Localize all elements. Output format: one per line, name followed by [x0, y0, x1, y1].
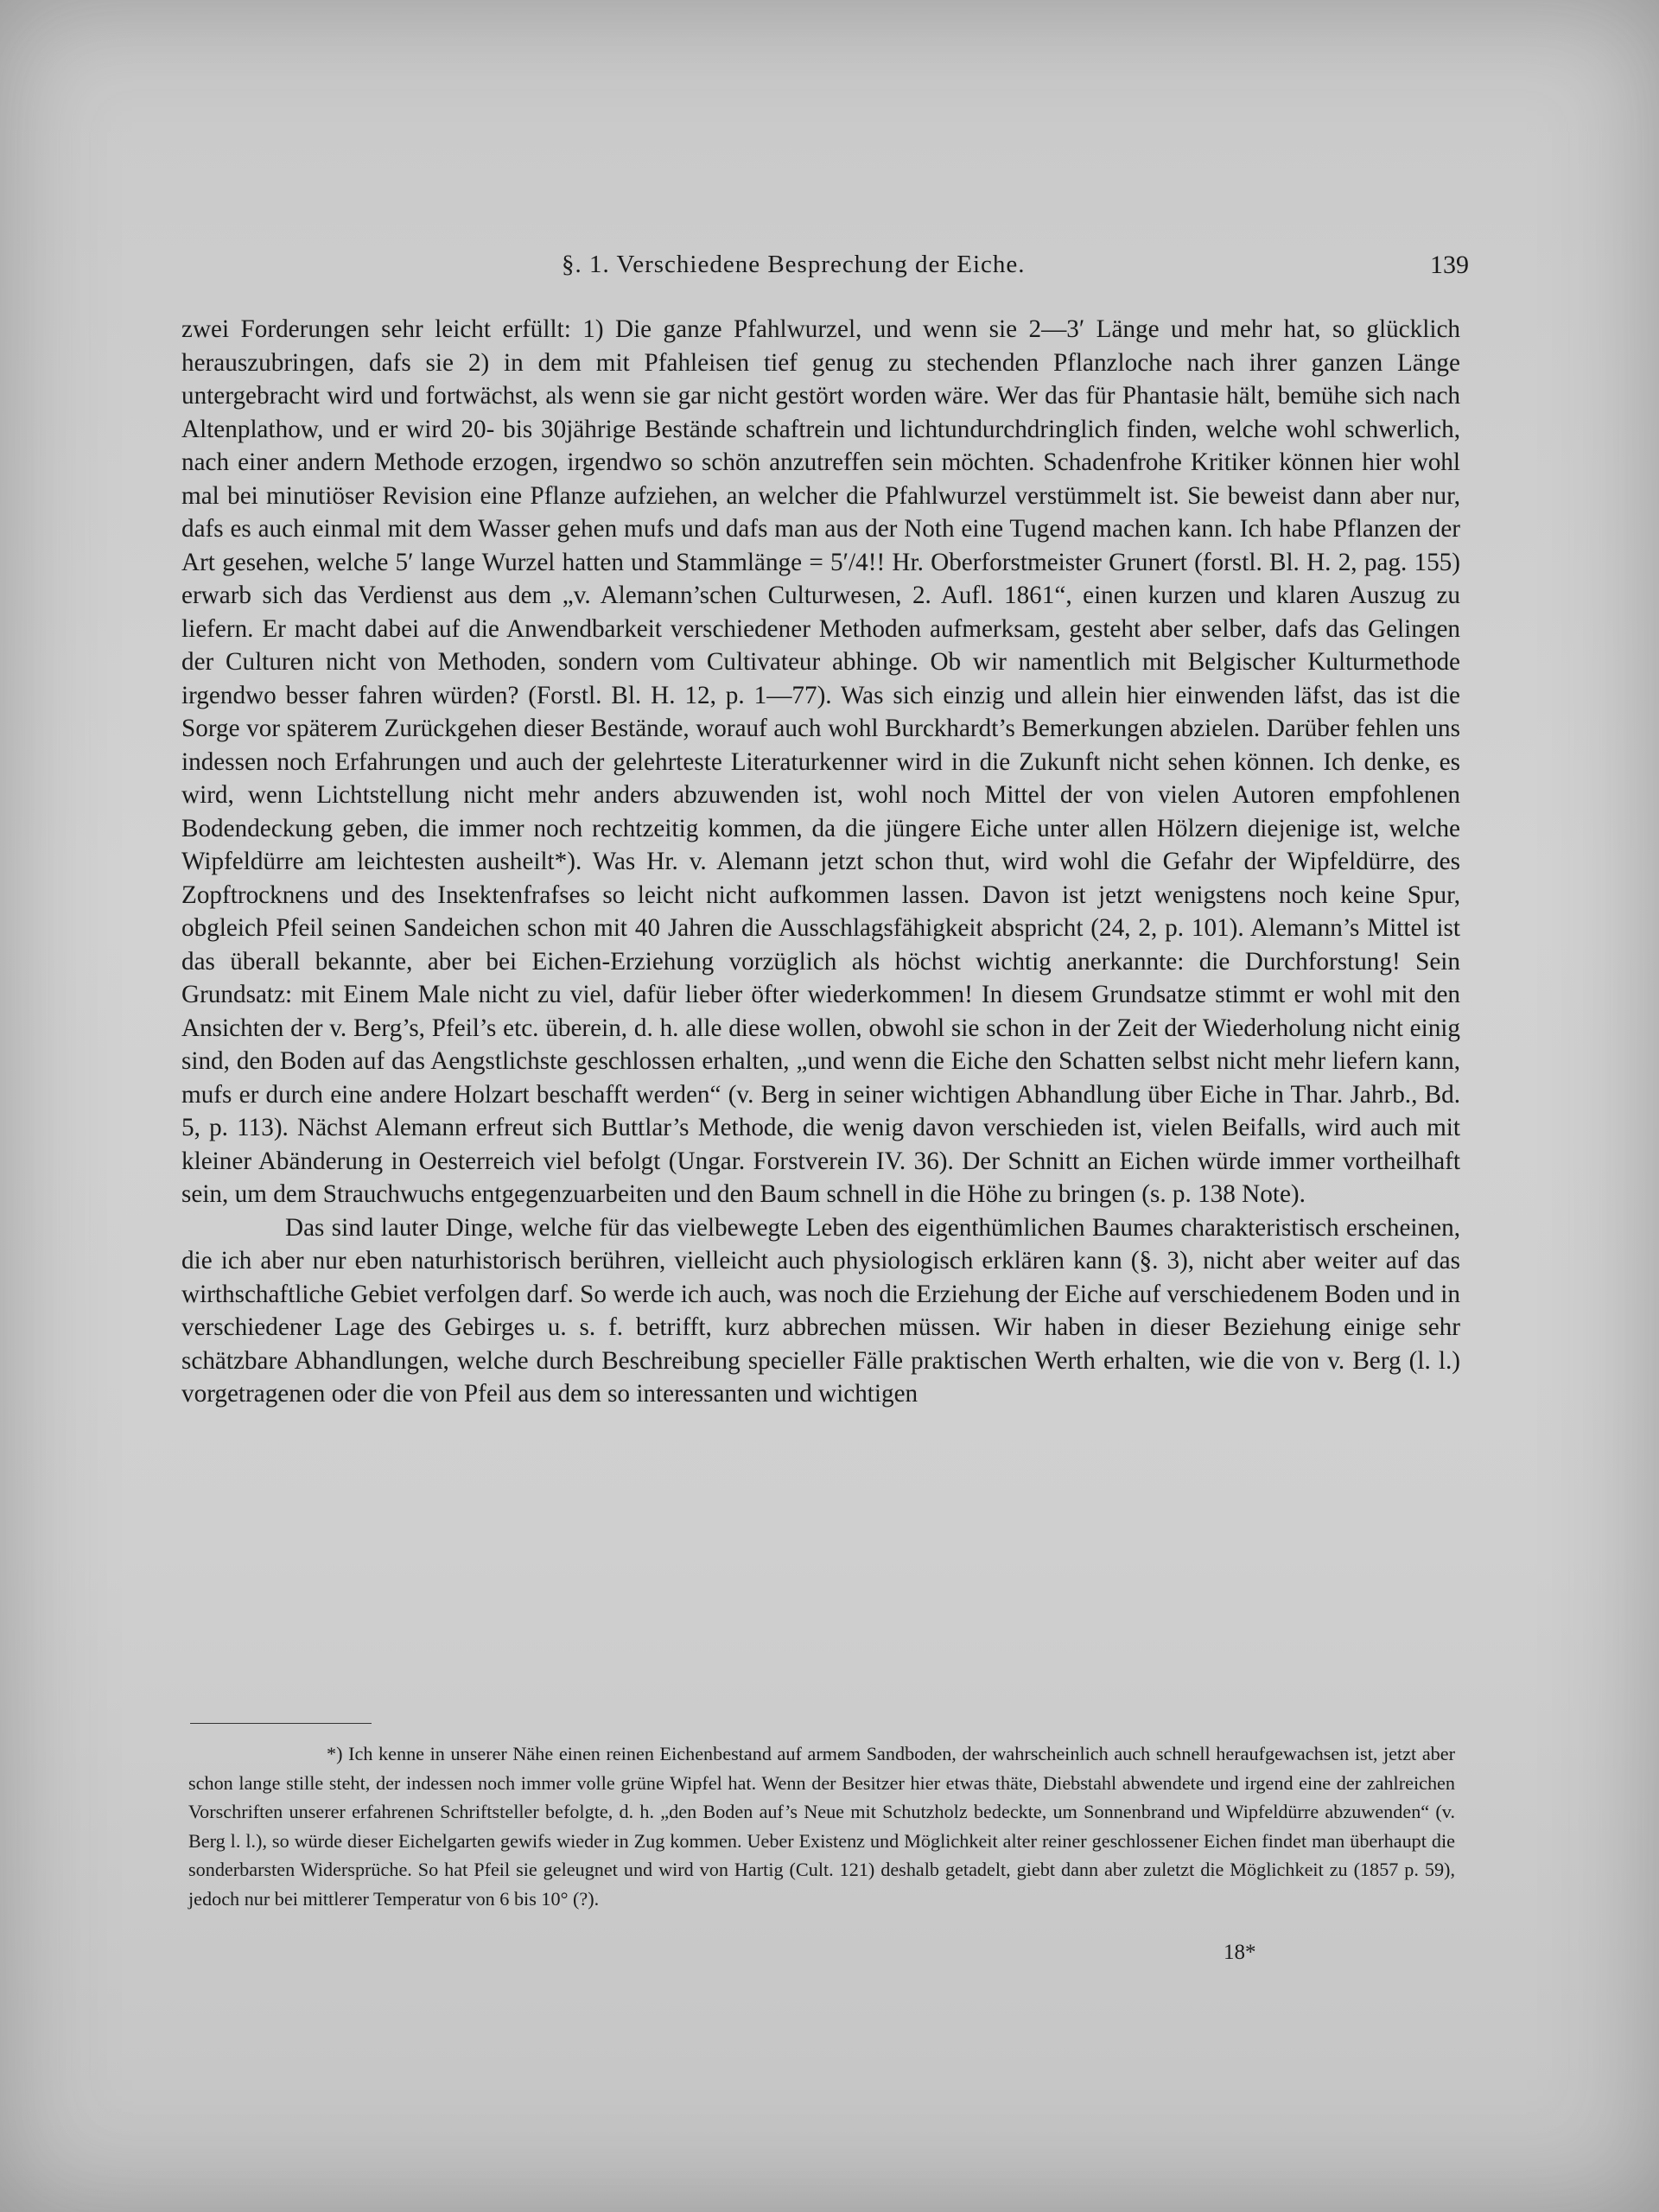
- page-number: 139: [1430, 251, 1469, 279]
- paragraph: zwei Forderungen sehr leicht erfüllt: 1) Die ganze Pfahlwurzel, und wenn sie 2—3′ Länge und mehr hat, so glücklich herauszubringen, dafs sie 2) in dem mit Pfahleisen tief genug zu stechenden Pflanzloche nach ihrer ganzen Länge untergebracht wird und fortwächst, als wenn sie gar nicht gestört worden wäre. Wer das für Phantasie hält, bemühe sich nach Altenplathow, und er wird 20- bis 30jährige Bestände schaftrein und lichtundurchdringlich finden, welche wohl schwerlich, nach einer andern Methode erzogen, irgendwo so schön anzutreffen sein möchten. Schadenfrohe Kritiker können hier wohl mal bei minutiöser Revision eine Pflanze aufziehen, an welcher die Pfahlwurzel verstümmelt ist. Sie beweist dann aber nur, dafs es auch einmal mit dem Wasser gehen mufs und dafs man aus der Noth eine Tugend machen kann. Ich habe Pflanzen der Art gesehen, welche 5′ lange Wurzel hatten und Stammlänge = 5′/4!! Hr. Oberforstmeister Grunert (forstl. Bl. H. 2, pag. 155) erwarb sich das Verdienst aus dem „v. Alemann’schen Culturwesen, 2. Aufl. 1861“, einen kurzen und klaren Auszug zu liefern. Er macht dabei auf die Anwendbarkeit verschiedener Methoden aufmerksam, gesteht aber selber, dafs das Gelingen der Culturen nicht von Methoden, sondern vom Cultivateur abhinge. Ob wir namentlich mit Belgischer Kulturmethode irgendwo besser fahren würden? (Forstl. Bl. H. 12, p. 1—77). Was sich einzig und allein hier einwenden läfst, das ist die Sorge vor späterem Zurückgehen dieser Bestände, worauf auch wohl Burckhardt’s Bemerkungen abzielen. Darüber fehlen uns indessen noch Erfahrungen und auch der gelehrteste Literaturkenner wird in die Zukunft nicht sehen können. Ich denke, es wird, wenn Lichtstellung nicht mehr anders abzuwenden ist, wohl noch Mittel der von vielen Autoren empfohlenen Bodendeckung geben, die immer noch rechtzeitig kommen, da die jüngere Eiche unter allen Hölzern diejenige ist, welche Wipfeldürre am leichtesten ausheilt*). Was Hr. v. Alemann jetzt schon thut, wird wohl die Gefahr der Wipfeldürre, des Zopftrocknens und des Insektenfrafses so leicht nicht aufkommen lassen. Davon ist jetzt wenigstens noch keine Spur, obgleich Pfeil seinen Sandeichen schon mit 40 Jahren die Ausschlagsfähigkeit abspricht (24, 2, p. 101). Alemann’s Mittel ist das überall bekannte, aber bei Eichen-Erziehung vorzüglich als höchst wichtig anerkannte: die Durchforstung! Sein Grundsatz: mit Einem Male nicht zu viel, dafür lieber öfter wiederkommen! In diesem Grundsatze stimmt er wohl mit den Ansichten der v. Berg’s, Pfeil’s etc. überein, d. h. alle diese wollen, obwohl sie schon in der Zeit der Wiederholung nicht einig sind, den Boden auf das Aengstlichste geschlossen erhalten, „und wenn die Eiche den Schatten selbst nicht mehr liefern kann, mufs er durch eine andere Holzart beschafft werden“ (v. Berg in seiner wichtigen Abhandlung über Eiche in Thar. Jahrb., Bd. 5, p. 113). Nächst Alemann erfreut sich Buttlar’s Methode, die wenig davon verschieden ist, vielen Beifalls, wird auch mit kleiner Abänderung in Oesterreich viel befolgt (Ungar. Forstverein IV. 36). Der Schnitt an Eichen würde immer vortheilhaft sein, um dem Strauchwuchs entgegenzuarbeiten und den Baum schnell in die Höhe zu bringen (s. p. 138 Note).: [181, 315, 1460, 1208]
- footnote-text: *) Ich kenne in unserer Nähe einen reinen Eichenbestand auf armem Sandboden, der wahrscheinlich auch schnell heraufgewachsen ist, jetzt aber schon lange stille steht, der indessen noch immer volle grüne Wipfel hat. Wenn der Besitzer hier etwas thäte, Diebstahl abwendete und irgend eine der zahlreichen Vorschriften unserer erfahrenen Schriftsteller befolgte, d. h. „den Boden auf’s Neue mit Schutzholz bedeckte, um Sonnenbrand und Wipfeldürre abzuwenden“ (v. Berg l. l.), so würde dieser Eichelgarten gewifs wieder in Zug kommen. Ueber Existenz und Möglichkeit alter reiner geschlossener Eichen findet man überhaupt die sonderbarsten Widersprüche. So hat Pfeil sie geleugnet und wird von Hartig (Cult. 121) deshalb getadelt, giebt dann aber zuletzt die Möglichkeit zu (1857 p. 59), jedoch nur bei mittlerer Temperatur von 6 bis 10° (?).: [188, 1743, 1455, 1910]
- paragraph: Das sind lauter Dinge, welche für das vielbewegte Leben des eigenthümlichen Baumes charakteristisch erscheinen, die ich aber nur eben naturhistorisch berühren, vielleicht auch physiologisch erklären kann (§. 3), nicht aber weiter auf das wirthschaftliche Gebiet verfolgen darf. So werde ich auch, was noch die Erziehung der Eiche auf verschiedenem Boden und in verschiedener Lage des Gebirges u. s. f. betrifft, kurz abbrechen müssen. Wir haben in dieser Beziehung einige sehr schätzbare Abhandlungen, welche durch Beschreibung specieller Fälle praktischen Werth erhalten, wie die von v. Berg (l. l.) vorgetragenen oder die von Pfeil aus dem so interessanten und wichtigen: [181, 1213, 1460, 1408]
- footnote: [188, 1739, 1455, 1913]
- body-text: [181, 313, 1460, 1411]
- signature-mark: 18*: [1224, 1941, 1256, 1964]
- footnote-divider: [190, 1723, 372, 1724]
- running-header: [181, 251, 1469, 285]
- section-title: §. 1. Verschiedene Besprechung der Eiche.: [562, 251, 1026, 278]
